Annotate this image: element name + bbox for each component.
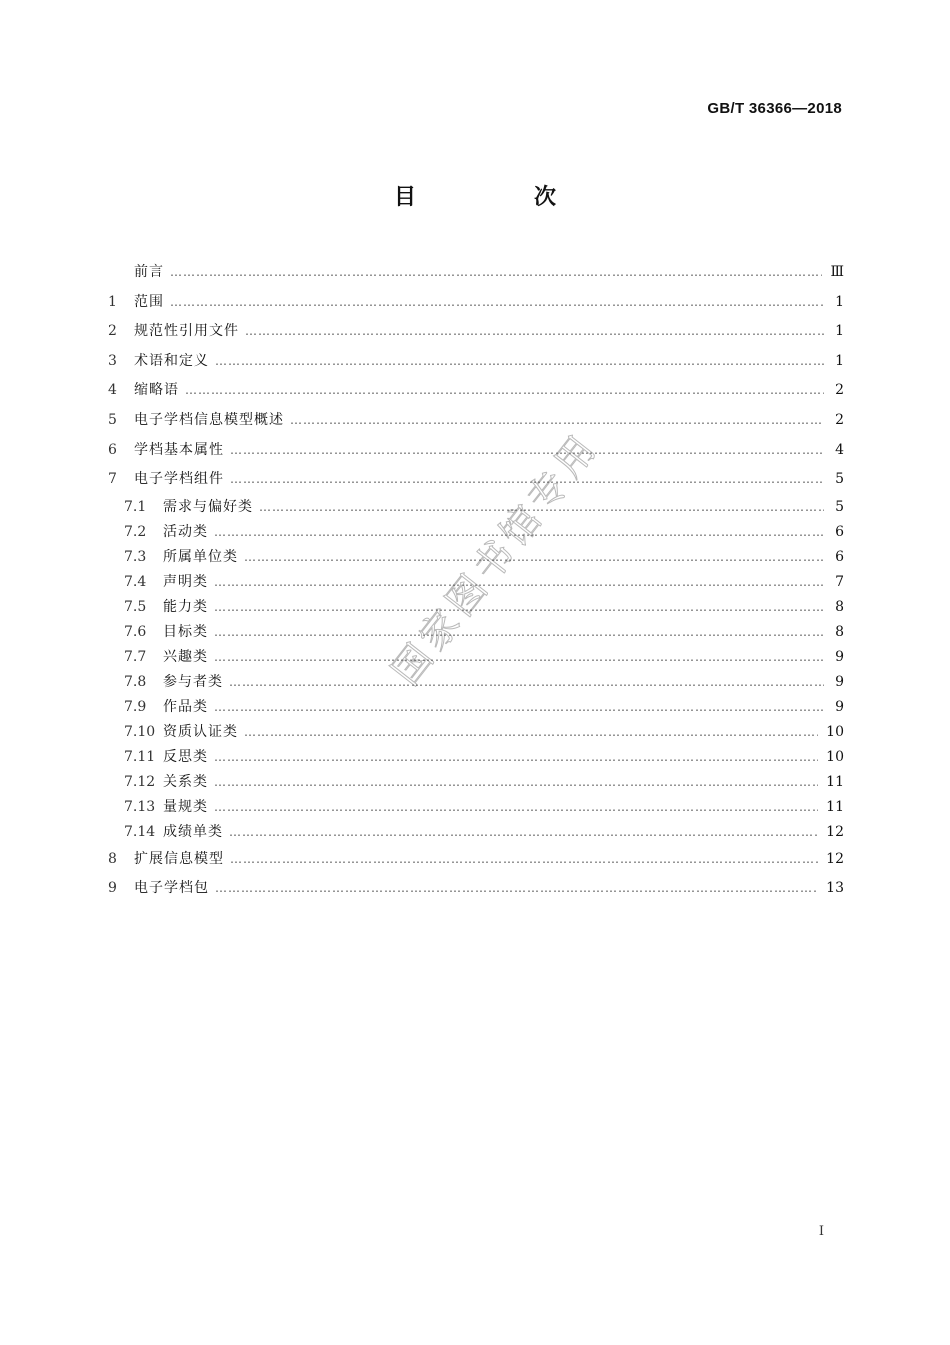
toc-entry-number: 7.4 [124, 573, 147, 590]
table-of-contents [108, 258, 844, 904]
toc-entry[interactable] [108, 645, 844, 670]
toc-entry-label: 电子学档组件 [134, 471, 224, 488]
toc-leader-dots [170, 288, 824, 318]
toc-entry[interactable] [108, 406, 844, 436]
toc-entry-page: 6 [835, 548, 844, 565]
toc-leader-dots [215, 874, 818, 904]
toc-entry-label: 术语和定义 [134, 352, 209, 369]
standard-code: GB/T 36366—2018 [707, 100, 842, 117]
toc-entry-number: 7.9 [124, 698, 147, 715]
toc-entry-label: 资质认证类 [163, 723, 238, 740]
toc-leader-dots [214, 520, 824, 545]
toc-entry[interactable] [108, 874, 844, 904]
toc-entry[interactable] [108, 520, 844, 545]
toc-leader-dots [259, 495, 824, 520]
toc-entry-label: 声明类 [163, 573, 208, 590]
toc-entry-label: 学档基本属性 [134, 441, 224, 458]
toc-entry[interactable] [108, 620, 844, 645]
toc-leader-dots [185, 376, 824, 406]
toc-entry-page: Ⅲ [830, 264, 844, 280]
toc-leader-dots [170, 258, 822, 288]
toc-entry[interactable] [108, 770, 844, 795]
toc-leader-dots [244, 720, 818, 745]
toc-entry-number: 2 [108, 323, 117, 340]
toc-leader-dots [214, 695, 824, 720]
toc-entry-label: 缩略语 [134, 382, 179, 399]
toc-entry-label: 量规类 [163, 798, 208, 815]
toc-entry-label: 所属单位类 [163, 548, 238, 565]
toc-entry-number: 7 [108, 471, 117, 488]
toc-entry-number: 7.12 [124, 773, 156, 790]
toc-leader-dots [214, 770, 818, 795]
toc-entry-page: 11 [826, 773, 844, 790]
page-title: 目 次 [393, 185, 604, 210]
page-number: I [818, 1224, 824, 1239]
toc-entry-page: 1 [835, 323, 844, 340]
toc-entry-label: 参与者类 [163, 673, 223, 690]
toc-entry-page: 12 [826, 850, 844, 867]
toc-entry-page: 11 [826, 798, 844, 815]
toc-leader-dots [230, 845, 818, 875]
toc-leader-dots [230, 465, 824, 495]
toc-entry-number: 7.6 [124, 623, 147, 640]
toc-entry-page: 9 [835, 698, 844, 715]
toc-entry-label: 作品类 [163, 698, 208, 715]
toc-entry-number: 7.3 [124, 548, 147, 565]
toc-entry-page: 2 [835, 411, 844, 428]
toc-entry-page: 10 [826, 748, 844, 765]
toc-leader-dots [229, 670, 824, 695]
toc-entry-number: 7.2 [124, 523, 147, 540]
toc-entry-page: 13 [826, 880, 844, 897]
toc-entry[interactable] [108, 465, 844, 495]
toc-entry[interactable] [108, 288, 844, 318]
toc-leader-dots [229, 820, 818, 845]
toc-entry-page: 5 [835, 498, 844, 515]
toc-entry[interactable] [108, 317, 844, 347]
toc-entry-page: 1 [835, 352, 844, 369]
toc-entry-page: 4 [835, 441, 844, 458]
toc-entry[interactable] [108, 495, 844, 520]
toc-entry-label: 规范性引用文件 [134, 323, 239, 340]
toc-entry-number: 7.14 [124, 823, 156, 840]
toc-entry-label: 活动类 [163, 523, 208, 540]
toc-entry[interactable] [108, 745, 844, 770]
toc-entry-page: 9 [835, 673, 844, 690]
toc-leader-dots [214, 745, 818, 770]
toc-entry[interactable] [108, 436, 844, 466]
toc-entry-number: 7.7 [124, 648, 147, 665]
toc-entry[interactable] [108, 595, 844, 620]
toc-entry[interactable] [108, 795, 844, 820]
toc-entry-page: 12 [826, 823, 844, 840]
toc-entry-number: 7.13 [124, 798, 156, 815]
toc-entry[interactable] [108, 670, 844, 695]
toc-entry-page: 8 [835, 598, 844, 615]
toc-entry[interactable] [108, 347, 844, 377]
toc-entry-label: 电子学档包 [134, 880, 209, 897]
toc-entry-number: 7.5 [124, 598, 147, 615]
toc-leader-dots [244, 545, 824, 570]
toc-entry-label: 反思类 [163, 748, 208, 765]
toc-leader-dots [214, 795, 818, 820]
toc-leader-dots [230, 436, 824, 466]
toc-entry-page: 9 [835, 648, 844, 665]
toc-leader-dots [214, 595, 824, 620]
toc-entry-page: 2 [835, 382, 844, 399]
toc-entry[interactable] [108, 258, 844, 288]
toc-entry-page: 8 [835, 623, 844, 640]
toc-leader-dots [214, 570, 824, 595]
toc-entry-label: 前言 [134, 264, 164, 280]
toc-entry-page: 6 [835, 523, 844, 540]
toc-entry-page: 10 [826, 723, 844, 740]
toc-entry[interactable] [108, 845, 844, 875]
toc-leader-dots [215, 347, 824, 377]
toc-entry-label: 需求与偏好类 [163, 498, 253, 515]
toc-entry-label: 兴趣类 [163, 648, 208, 665]
toc-entry-number: 4 [108, 382, 117, 399]
toc-entry-number: 7.8 [124, 673, 147, 690]
toc-entry-number: 7.10 [124, 723, 156, 740]
toc-entry-label: 成绩单类 [163, 823, 223, 840]
toc-entry-number: 8 [108, 850, 117, 867]
toc-leader-dots [245, 317, 824, 347]
toc-entry-number: 9 [108, 880, 117, 897]
toc-leader-dots [214, 645, 824, 670]
toc-entry-label: 电子学档信息模型概述 [134, 411, 284, 428]
toc-entry-number: 5 [108, 411, 117, 428]
toc-entry-number: 1 [108, 293, 117, 310]
toc-entry[interactable] [108, 695, 844, 720]
toc-entry-label: 能力类 [163, 598, 208, 615]
toc-entry-label: 关系类 [163, 773, 208, 790]
watermark: 国家图书馆专用 [383, 423, 608, 694]
toc-entry-number: 7.1 [124, 498, 147, 515]
toc-leader-dots [290, 406, 824, 436]
toc-entry-label: 扩展信息模型 [134, 850, 224, 867]
toc-entry-number: 3 [108, 352, 117, 369]
toc-entry[interactable] [108, 545, 844, 570]
toc-entry-number: 7.11 [124, 748, 156, 765]
toc-entry[interactable] [108, 570, 844, 595]
toc-entry-number: 6 [108, 441, 117, 458]
toc-leader-dots [214, 620, 824, 645]
toc-entry[interactable] [108, 820, 844, 845]
toc-entry[interactable] [108, 376, 844, 406]
toc-entry-page: 5 [835, 471, 844, 488]
toc-entry-label: 范围 [134, 293, 164, 310]
toc-entry[interactable] [108, 720, 844, 745]
toc-entry-page: 7 [835, 573, 844, 590]
toc-entry-page: 1 [835, 293, 844, 310]
toc-entry-label: 目标类 [163, 623, 208, 640]
